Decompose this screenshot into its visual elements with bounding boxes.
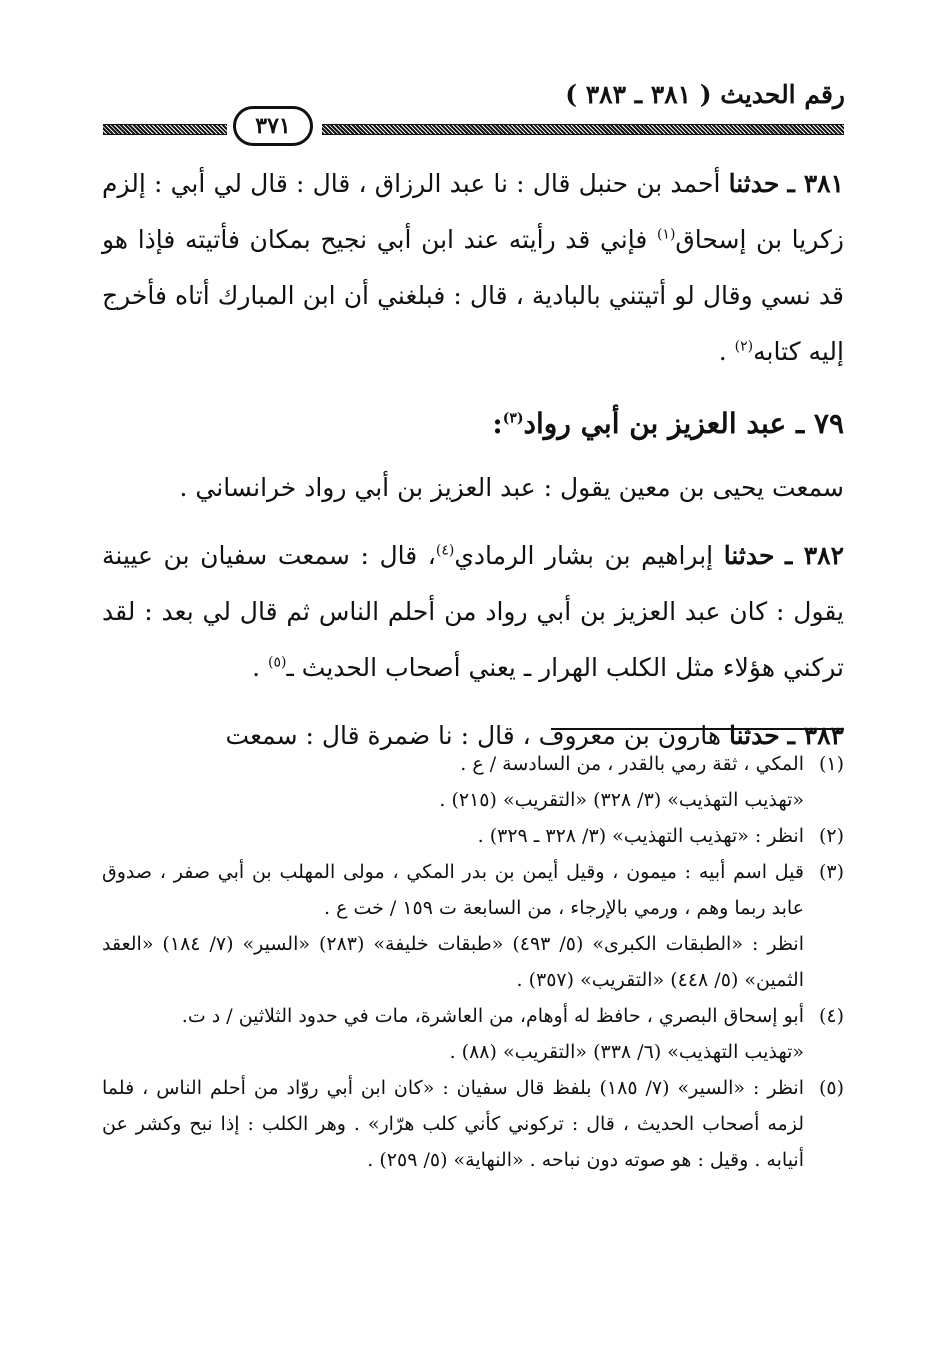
hadith-text: فإني قد رأيته عند ابن أبي نجيح بمكان فأتيته فإذا هو قد نسي وقال لو أتيتني بالبادية ، قال : فبلغني أن ابن المبارك أتاه فأخرج إليه كتابه (102, 225, 844, 366)
footnote-ref-3[interactable]: (٣) (502, 410, 524, 427)
page-number: ٣٧١ (233, 106, 313, 146)
main-text (102, 156, 844, 764)
hadith-382 (102, 528, 844, 696)
section-colon: : (492, 407, 503, 440)
running-title: رقم الحديث ( ٣٨١ ـ ٣٨٣ ) (565, 80, 845, 109)
paragraph-gap (102, 696, 844, 708)
hadith-number: ٣٨١ ـ (787, 169, 844, 198)
hadith-381 (102, 156, 844, 380)
footnote-3 (102, 854, 844, 998)
footnote-ref-2[interactable]: (٢) (734, 338, 754, 355)
footnote-number: (٤) (818, 1005, 844, 1027)
hadith-text: ، قال : سمعت سفيان بن عيينة يقول : كان عبد العزيز بن أبي رواد من أحلم الناس ثم قال لي بعد : لقد تركني هؤلاء مثل الكلب الهرار ـ يعني أصحاب الحديث ـ (102, 541, 844, 682)
haddathana-word: حدثنا (723, 541, 775, 570)
hadith-text: إبراهيم بن بشار الرمادي (454, 541, 724, 570)
footnote-line: المكي ، ثقة رمي بالقدر ، من السادسة / ع . (460, 753, 804, 775)
footnote-line: انظر : «الطبقات الكبرى» (٥/ ٤٩٣) «طبقات خليفة» (٢٨٣) «السير» (٧/ ١٨٤) «العقد الثمين» (٥/ ٤٤٨) «التقريب» (٣٥٧) . (102, 933, 804, 991)
footnote-number: (٣) (818, 861, 844, 883)
footnote-2 (102, 818, 844, 854)
section-title: ٧٩ ـ عبد العزيز بن أبي رواد (523, 407, 844, 440)
hadith-text: هارون بن معروف ، قال : نا ضمرة قال : سمعت (225, 721, 730, 750)
footnote-line: انظر : «السير» (٧/ ١٨٥) بلفظ قال سفيان : «كان ابن أبي روّاد من أحلم الناس ، فلما لزمه أصحاب الحديث ، قال : تركوني كأني كلب هرّار» . وهر الكلب : إذا نبح وكشر عن أنيابه . وقيل : هو صوته دون نباحه . «النهاية» (٥/ ٢٥٩) . (102, 1077, 804, 1171)
footnote-line: «تهذيب التهذيب» (٣/ ٣٢٨) «التقريب» (٢١٥) . (439, 789, 804, 811)
haddathana-word: حدثنا (728, 169, 780, 198)
footnote-line: انظر : «تهذيب التهذيب» (٣/ ٣٢٨ ـ ٣٢٩) . (477, 825, 804, 847)
section-heading-79 (102, 396, 844, 452)
paragraph-gap (102, 516, 844, 528)
haddathana-word: حدثنا (729, 721, 780, 750)
footnote-line: أبو إسحاق البصري ، حافظ له أوهام، من العاشرة، مات في حدود الثلاثين / د ت. (181, 1005, 804, 1027)
footnote-line: قيل اسم أبيه : ميمون ، وقيل أيمن بن بدر المكي ، مولى المهلب بن أبي صفر ، صدوق عابد ربما وهم ، ورمي بالإرجاء ، من السابعة ت ١٥٩ / خت ع . (102, 861, 804, 919)
footnotes (102, 746, 844, 1178)
footnote-line: «تهذيب التهذيب» (٦/ ٣٣٨) «التقريب» (٨٨) . (449, 1041, 804, 1063)
footnote-1 (102, 746, 844, 818)
hadith-number: ٣٨٣ ـ (787, 721, 844, 750)
footnote-number: (٥) (818, 1077, 844, 1099)
footnote-ref-5[interactable]: (٥) (268, 654, 287, 671)
hadith-text: أحمد بن حنبل قال : نا عبد الرزاق ، قال : قال لي أبي : إلزم زكريا بن إسحاق (102, 169, 844, 254)
footnote-number: (١) (818, 753, 844, 775)
hadith-number: ٣٨٢ ـ (785, 541, 845, 570)
section-79-line: سمعت يحيى بن معين يقول : عبد العزيز بن أبي رواد خرانساني . (179, 473, 844, 502)
footnote-4 (102, 998, 844, 1070)
hadith-text: . (252, 653, 269, 682)
footnote-5 (102, 1070, 844, 1178)
footnote-ref-1[interactable]: (١) (656, 226, 676, 243)
hadith-text: . (718, 337, 735, 366)
footnote-ref-4[interactable]: (٤) (435, 542, 455, 559)
footnote-number: (٢) (818, 825, 844, 847)
header-rule-right (322, 124, 844, 135)
header-rule-left (103, 124, 227, 135)
footnote-separator (551, 728, 844, 730)
